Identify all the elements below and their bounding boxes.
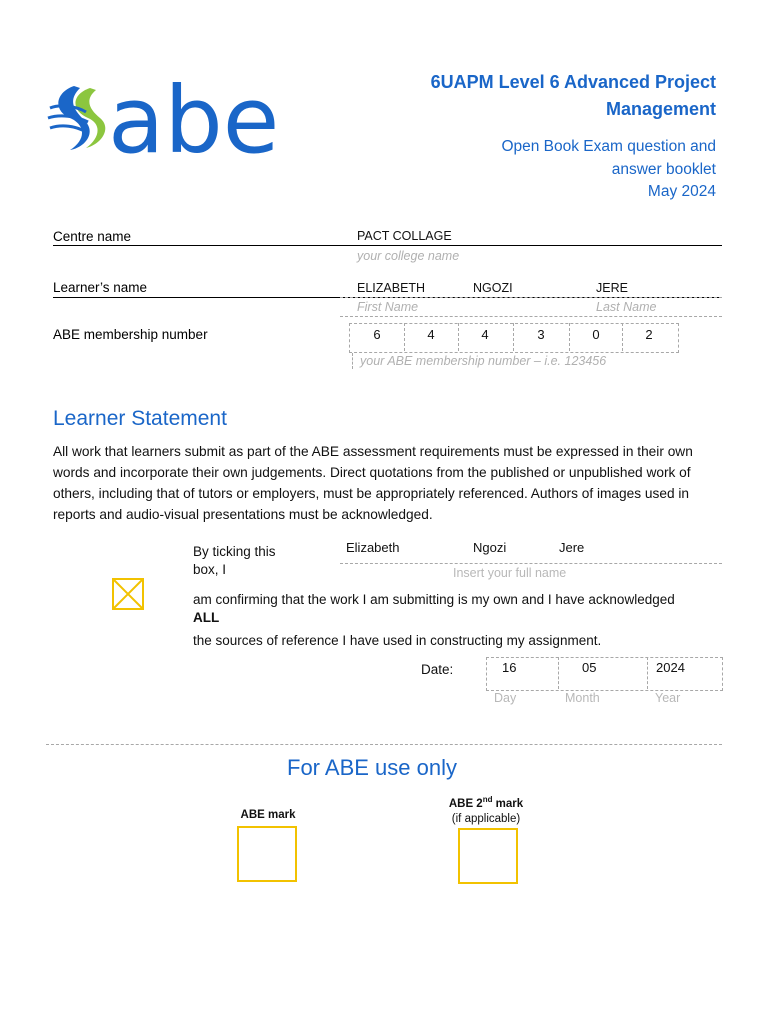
abe-second-mark-label [436,792,536,827]
last-name-value[interactable]: JERE [596,281,628,295]
membership-digit-3: 4 [481,327,489,342]
year-hint: Year [655,691,681,705]
full-name-dash [340,563,722,564]
confirm-line-1: am confirming that the work I am submitting is my own and I have acknowledged [193,592,675,607]
last-name-hint: Last Name [596,300,657,314]
first-name-value[interactable]: ELIZABETH [357,281,426,295]
abe-mark-label: ABE mark [240,809,296,821]
date-label: Date: [421,662,454,677]
tick-line-2: box, I [193,562,227,577]
exam-subtitle [501,136,716,204]
exam-title [431,69,716,123]
membership-boxes[interactable] [349,323,679,353]
full-name-hint: Insert your full name [453,566,567,580]
learner-label: Learner’s name [53,280,148,295]
centre-underline [53,245,722,246]
title-line-1: 6UAPM Level 6 Advanced Project [430,72,716,92]
date-month: 05 [582,660,597,675]
first-name-hint: First Name [357,300,419,314]
learner-statement-text: All work that learners submit as part of the ABE assessment requirements must be expressed in their own words and incorporate their own judgements. Direct quotations from the published or unpublished work of others, including that of tutors or employers, must be appropriately referenced. Authors of images used in reports and audio-visual presentations must be acknowledged. [53,444,693,522]
checked-x-icon [112,578,144,610]
abe-mark-box[interactable] [237,826,297,882]
second-mark-prefix: ABE 2 [448,797,483,810]
membership-digit-1: 6 [373,327,381,342]
full-name-first[interactable]: Elizabeth [346,540,400,555]
abe-use-heading: For ABE use only [287,755,457,780]
title-line-2: Management [605,99,716,119]
confirm-statement [193,591,675,627]
learner-hint-dash [340,316,722,317]
centre-value[interactable]: PACT COLLAGE [357,229,452,243]
membership-digit-5: 0 [592,327,600,342]
abe-logo [46,78,326,160]
centre-label: Centre name [53,229,132,244]
subtitle-line-2: answer booklet [611,160,716,178]
membership-label: ABE membership number [53,327,208,342]
second-mark-sup: nd [482,795,493,804]
date-day: 16 [502,660,517,675]
date-year: 2024 [656,660,685,675]
tick-instruction [193,543,276,579]
learner-statement-heading: Learner Statement [53,407,227,430]
centre-hint: your college name [357,249,460,263]
confirm-line-2: the sources of reference I have used in constructing my assignment. [193,633,602,648]
month-hint: Month [565,691,600,705]
learner-dash [340,297,722,298]
confirm-checkbox[interactable] [112,578,144,610]
membership-hint: your ABE membership number – i.e. 123456 [360,354,607,368]
confirm-bold: ALL [193,610,220,625]
logo-text: abe [108,78,280,160]
abe-second-mark-box[interactable] [458,828,518,884]
tick-line-1: By ticking this [193,544,276,559]
full-name-last[interactable]: Jere [559,540,585,555]
second-mark-note: (if applicable) [451,812,521,825]
second-mark-suffix: mark [492,797,524,810]
day-hint: Day [494,691,517,705]
subtitle-line-1: Open Book Exam question and [501,138,716,155]
full-name-middle[interactable]: Ngozi [473,540,507,555]
membership-digit-6: 2 [645,327,653,342]
date-boxes[interactable] [486,657,723,691]
subtitle-line-3: May 2024 [647,183,716,200]
swirl-icon [48,86,105,150]
membership-digit-4: 3 [537,327,545,342]
middle-name-value[interactable]: NGOZI [473,281,513,295]
section-divider [46,744,722,745]
membership-digit-2: 4 [427,327,435,342]
